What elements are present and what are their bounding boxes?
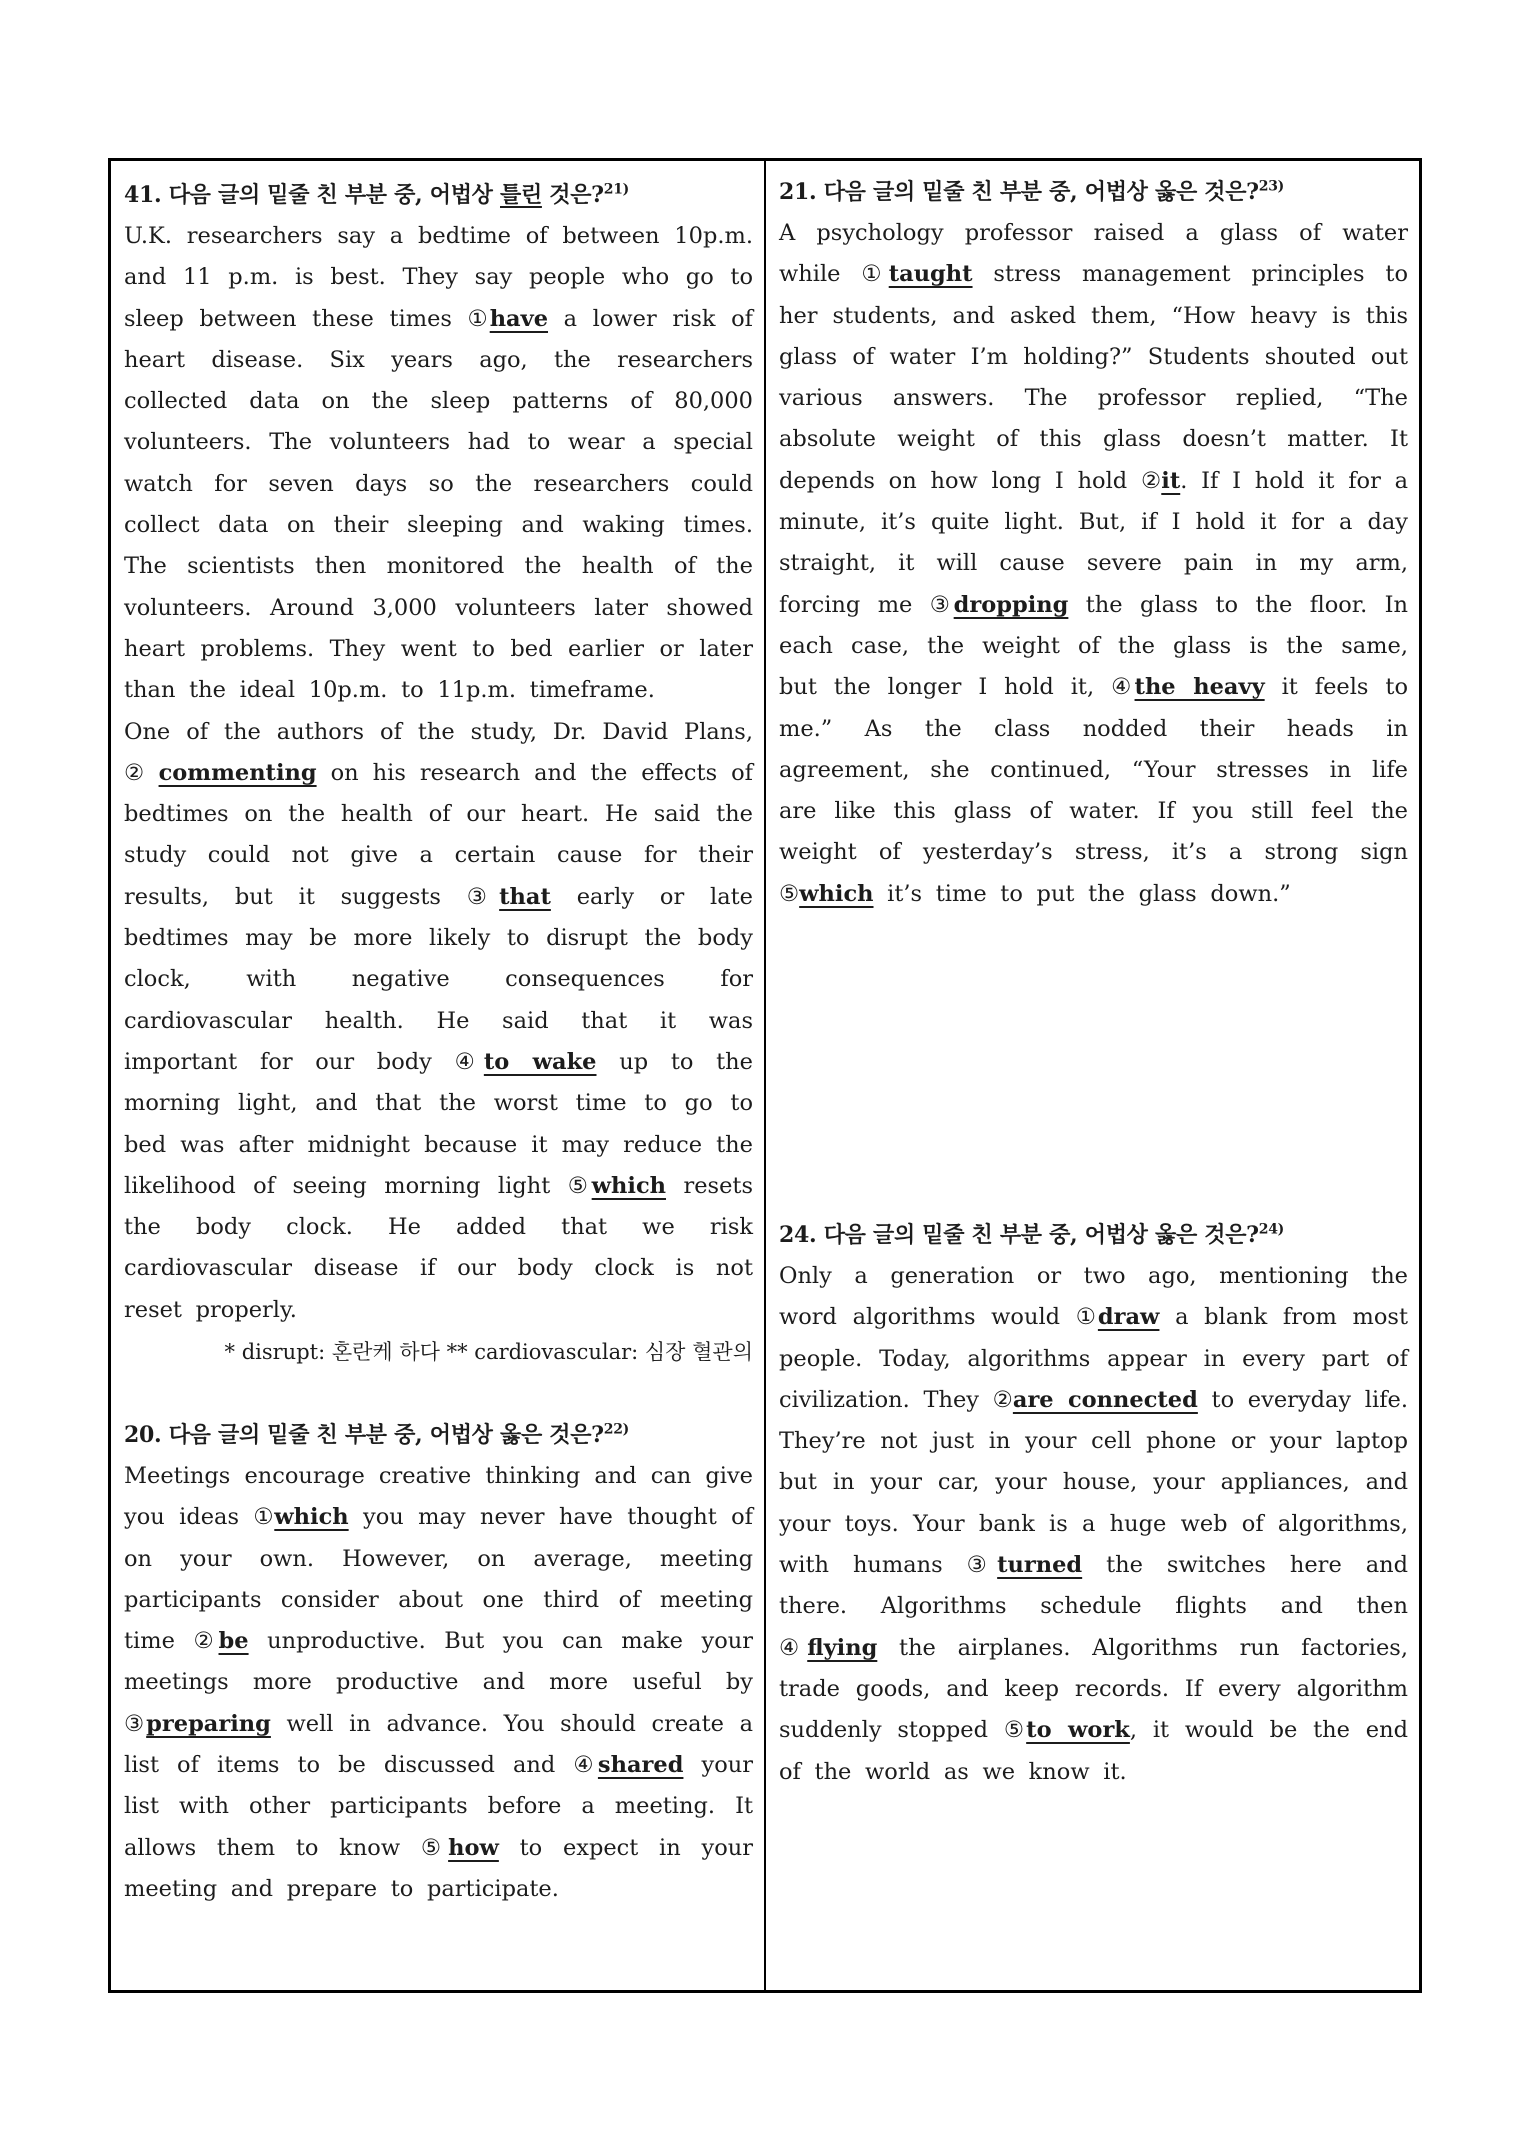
text-segment: you may never have thought of on your own. However, on average, meeting participants consider about one third of meeting time: [124, 1504, 754, 1655]
text-segment: to everyday life. They’re not just in your cell phone or your laptop but in your car, your house, your appliances, and your toys. Your bank is a huge web of algorithms, with humans: [779, 1386, 1408, 1579]
text-segment: the glass to the floor. In each case, the weight of the glass is the same, but the longer I hold it,: [779, 591, 1409, 701]
question-number: 41.: [124, 182, 162, 208]
choice-marker: ②: [992, 1386, 1013, 1413]
footnote-ref: 23): [1258, 178, 1284, 195]
text-segment: resets the body clock. He added that we risk cardiovascular disease if our body clock is not reset properly.: [124, 1172, 753, 1323]
text-segment: a blank from most people. Today, algorithms appear in every part of civilization. They: [779, 1304, 1408, 1413]
paragraph: [124, 1456, 753, 1910]
choice-marker: ④: [573, 1752, 598, 1779]
choice-word: which: [799, 880, 874, 907]
question-21-header: [779, 172, 1408, 213]
content-frame: [108, 158, 1422, 1993]
choice-marker: ③: [966, 1552, 998, 1579]
text-segment: stress management principles to her students, and asked them, “How heavy is this glass of water I’m holding?” Students shouted out various answers. The professor replied, “The absolute weight of this glass doesn’t matter. It depends on how long I hold: [779, 261, 1408, 494]
question-41-passage: [124, 216, 753, 1331]
text-segment: . If I hold it for a minute, it’s quite light. But, if I hold it for a day straight, it will cause severe pain in my arm, forcing me: [779, 467, 1409, 618]
text-segment: unproductive. But you can make your meetings more productive and more useful by: [124, 1628, 753, 1696]
question-41-header: [124, 175, 753, 216]
question-number: 20.: [124, 1422, 162, 1448]
text-segment: Only a generation or two ago, mentioning the word algorithms would: [779, 1263, 1408, 1331]
question-prompt-key: 틀린: [500, 182, 542, 208]
choice-marker: ①: [861, 261, 889, 288]
text-segment: well in advance. You should create a list of items to be discussed and: [124, 1710, 753, 1779]
question-prompt-pre: 다음 글의 밑줄 친 부분 중, 어법상: [161, 182, 500, 208]
choice-word: are connected: [1012, 1386, 1198, 1413]
choice-word: to wake: [483, 1048, 597, 1075]
choice-marker: ②: [124, 759, 145, 786]
question-21-passage: [779, 213, 1408, 915]
paragraph: [779, 1256, 1408, 1793]
choice-marker: ①: [467, 305, 490, 332]
paragraph: [124, 712, 753, 1331]
choice-marker: ③: [466, 883, 500, 910]
question-prompt-post: 것은?: [1196, 1222, 1259, 1248]
question-number: 24.: [779, 1222, 817, 1248]
choice-marker: ④: [779, 1634, 808, 1661]
question-21: [779, 172, 1408, 915]
choice-word: which: [591, 1172, 667, 1199]
left-column: [111, 161, 764, 1990]
text-segment: One of the authors of the study, Dr. David Plans,: [124, 718, 753, 745]
choice-word: shared: [597, 1752, 684, 1779]
question-prompt-key: 옳은: [1155, 179, 1197, 205]
choice-word: how: [448, 1834, 499, 1861]
choice-marker: ②: [193, 1628, 219, 1655]
choice-marker: ⑤: [420, 1834, 449, 1861]
question-41: [124, 175, 753, 1373]
choice-word: have: [489, 305, 549, 332]
question-20-passage: [124, 1456, 753, 1910]
question-24-passage: [779, 1256, 1408, 1793]
choice-marker: ⑤: [567, 1172, 592, 1199]
footnote-ref: 21): [603, 181, 629, 198]
text-segment: up to the morning light, and that the worst time to go to bed was after midnight because it may reduce the likelihood of seeing morning light: [124, 1048, 753, 1199]
footnote-ref: 22): [603, 1421, 629, 1438]
question-20: [124, 1415, 753, 1910]
choice-word: dropping: [953, 591, 1069, 618]
text-segment: your list with other participants before a meeting. It allows them to know: [124, 1752, 753, 1861]
text-segment: the switches here and there. Algorithms schedule flights and then: [779, 1552, 1409, 1620]
footnote-ref: 24): [1258, 1221, 1284, 1238]
choice-word: which: [274, 1504, 349, 1531]
choice-word: be: [218, 1628, 249, 1655]
choice-marker: ①: [253, 1504, 275, 1531]
choice-word: that: [499, 883, 551, 910]
choice-marker: ①: [1075, 1304, 1098, 1331]
text-segment: Meetings encourage creative thinking and can give you ideas: [124, 1463, 753, 1531]
question-prompt-post: 것은?: [541, 182, 604, 208]
choice-marker: ⑤: [1003, 1717, 1027, 1744]
text-segment: to expect in your meeting and prepare to participate.: [124, 1834, 753, 1902]
choice-word: preparing: [146, 1710, 271, 1737]
question-24: [779, 1215, 1408, 1793]
text-segment: it feels to me.” As the class nodded their heads in agreement, she continued, “Your stresses in life are like this glass of water. If you still feel the weight of yesterday’s stress, it’s a strong sign: [779, 674, 1408, 866]
choice-marker: ⑤: [779, 880, 800, 907]
question-prompt-post: 것은?: [1196, 179, 1259, 205]
text-segment: , it would be the end of the world as we know it.: [779, 1717, 1408, 1785]
text-segment: A psychology professor raised a glass of water while: [779, 220, 1408, 288]
question-prompt-post: 것은?: [541, 1422, 604, 1448]
choice-marker: ③: [124, 1710, 147, 1737]
choice-word: to work: [1026, 1717, 1130, 1744]
question-24-header: [779, 1215, 1408, 1256]
text-segment: early or late bedtimes may be more likely to disrupt the body clock, with negative consequences for cardiovascular health. He said that it was important for our body: [124, 883, 753, 1075]
right-column: [766, 161, 1419, 1990]
question-prompt-pre: 다음 글의 밑줄 친 부분 중, 어법상: [816, 179, 1155, 205]
choice-word: commenting: [158, 759, 317, 786]
choice-word: the heavy: [1134, 674, 1265, 701]
text-segment: a lower risk of heart disease. Six years ago, the researchers collected data on the sleep patterns of 80,000 volunteers. The volunteers had to wear a special watch for seven days so the researchers could collect data on their sleeping and waking times. The scientists then monitored the health of the volunteers. Around 3,000 volunteers later showed heart problems. They went to bed earlier or later than the ideal 10p.m. to 11p.m. timeframe.: [124, 305, 753, 704]
choice-word: it: [1161, 467, 1181, 494]
question-20-header: [124, 1415, 753, 1456]
choice-word: flying: [807, 1634, 878, 1661]
text-segment: [145, 760, 159, 786]
choice-word: taught: [888, 261, 973, 288]
question-prompt-pre: 다음 글의 밑줄 친 부분 중, 어법상: [161, 1422, 500, 1448]
question-number: 21.: [779, 179, 817, 205]
question-prompt-key: 옳은: [1155, 1222, 1197, 1248]
choice-marker: ④: [1111, 674, 1135, 701]
choice-marker: ②: [1140, 467, 1162, 494]
paragraph: [124, 216, 753, 712]
question-prompt-pre: 다음 글의 밑줄 친 부분 중, 어법상: [816, 1222, 1155, 1248]
choice-marker: ③: [929, 591, 954, 618]
choice-word: turned: [997, 1552, 1083, 1579]
text-segment: on his research and the effects of bedtimes on the health of our heart. He said the study could not give a certain cause for their results, but it suggests: [124, 759, 754, 910]
question-prompt-key: 옳은: [500, 1422, 542, 1448]
text-segment: the airplanes. Algorithms run factories, trade goods, and keep records. If every algorithm suddenly stopped: [779, 1634, 1409, 1744]
footnote: * disrupt: 혼란케 하다 ** cardiovascular: 심장 혈관의: [224, 1340, 753, 1365]
text-segment: U.K. researchers say a bedtime of between 10p.m. and 11 p.m. is best. They say people who go to sleep between these times: [124, 223, 753, 332]
choice-word: draw: [1097, 1304, 1160, 1331]
text-segment: it’s time to put the glass down.”: [873, 880, 1291, 907]
paragraph: [779, 213, 1408, 915]
choice-marker: ④: [454, 1048, 484, 1075]
